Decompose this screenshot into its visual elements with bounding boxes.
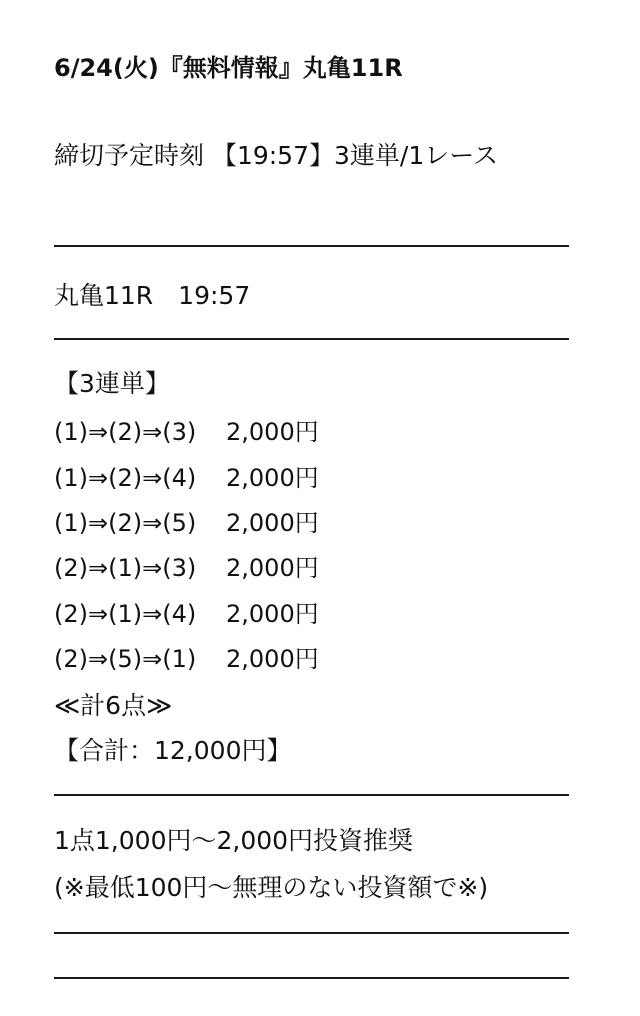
page-title: 6/24(火)『無料情報』丸亀11R <box>54 54 403 82</box>
bet-combination: (1)⇒(2)⇒(5) <box>54 509 197 537</box>
bet-row <box>54 507 319 539</box>
advice-line: 1点1,000円〜2,000円投資推奨 <box>54 826 414 855</box>
advice-note: (※最低100円〜無理のない投資額で※) <box>54 873 489 902</box>
bet-amount: 2,000円 <box>226 554 319 582</box>
bet-combination: (1)⇒(2)⇒(4) <box>54 464 197 492</box>
divider <box>54 245 569 247</box>
bet-amount: 2,000円 <box>226 418 319 446</box>
bet-amount: 2,000円 <box>226 509 319 537</box>
divider <box>54 794 569 796</box>
bet-total: 【合計：12,000円】 <box>54 736 292 765</box>
bet-type-heading: 【3連単】 <box>54 369 170 398</box>
divider <box>54 977 569 979</box>
bet-row <box>54 598 319 630</box>
bet-amount: 2,000円 <box>226 645 319 673</box>
bet-amount: 2,000円 <box>226 464 319 492</box>
bet-combination: (2)⇒(1)⇒(3) <box>54 554 197 582</box>
bet-amount: 2,000円 <box>226 600 319 628</box>
bet-row <box>54 552 319 584</box>
bet-row <box>54 416 319 448</box>
divider <box>54 338 569 340</box>
deadline-text: 締切予定時刻 【19:57】3連単/1レース <box>54 141 498 170</box>
bet-row <box>54 643 319 675</box>
race-label: 丸亀11R 19:57 <box>54 281 251 310</box>
bet-combination: (2)⇒(5)⇒(1) <box>54 645 197 673</box>
bet-row <box>54 462 319 494</box>
bet-combination: (2)⇒(1)⇒(4) <box>54 600 197 628</box>
bet-combination: (1)⇒(2)⇒(3) <box>54 418 197 446</box>
divider <box>54 932 569 934</box>
bet-count: ≪計6点≫ <box>54 691 173 720</box>
